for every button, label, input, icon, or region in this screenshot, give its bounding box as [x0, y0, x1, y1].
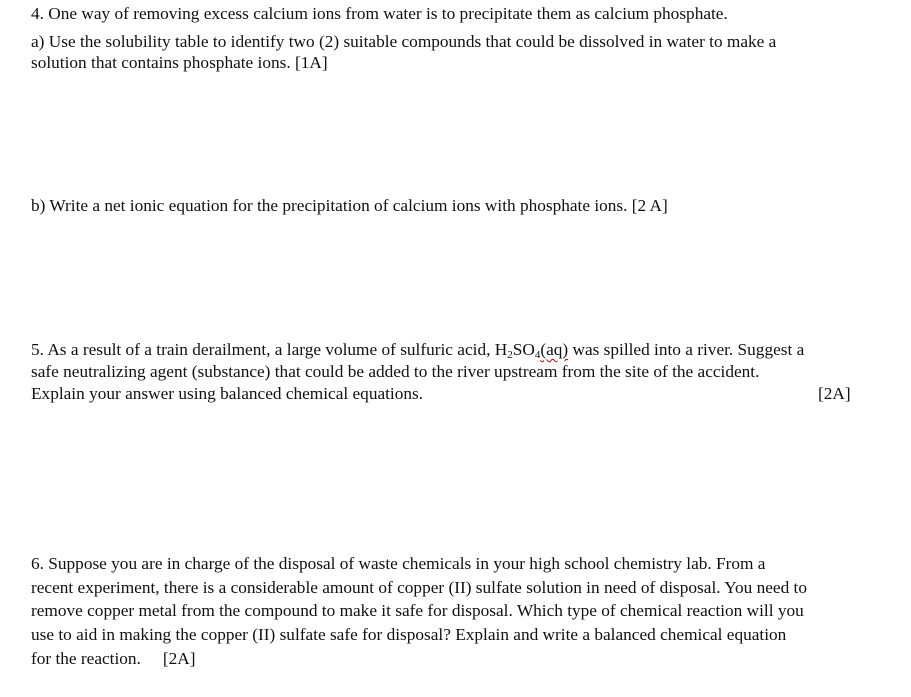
q5-formula-subscript-2: 2: [507, 349, 513, 361]
q5-marks: [2A]: [818, 384, 851, 403]
q5-line-3: Explain your answer using balanced chemical equations.: [31, 384, 424, 403]
q4b-text: b) Write a net ionic equation for the precipitation of calcium ions with phosphate ions. [2 A]: [31, 196, 668, 215]
q4a-line-1: a) Use the solubility table to identify two (2) suitable compounds that could be dissolved in water to make a: [31, 32, 777, 51]
q4-intro: 4. One way of removing excess calcium ions from water is to precipitate them as calcium phosphate.: [31, 4, 728, 23]
q5-formula-so: SO: [512, 340, 535, 359]
q6-marks: [2A]: [162, 649, 196, 668]
q5-line-2: safe neutralizing agent (substance) that could be added to the river upstream from the site of the accident.: [31, 362, 760, 381]
q5-line-1: [31, 339, 804, 361]
q5-text-before-formula: 5. As a result of a train derailment, a large volume of sulfuric acid, H: [31, 340, 508, 359]
q6-line-4: use to aid in making the copper (II) sulfate safe for disposal? Explain and write a balanced chemical equation: [31, 625, 787, 644]
q6-last-line-text: for the reaction.: [31, 649, 141, 668]
q4a-line-2: solution that contains phosphate ions. [1A]: [31, 53, 328, 72]
q6-line-1: 6. Suppose you are in charge of the disposal of waste chemicals in your high school chemistry lab. From a: [31, 554, 766, 573]
q6-line-2: recent experiment, there is a considerable amount of copper (II) sulfate solution in need of disposal. You need to: [31, 578, 807, 597]
q6-line-3: remove copper metal from the compound to make it safe for disposal. Which type of chemical reaction will you: [31, 601, 804, 620]
q5-formula-subscript-4: 4: [534, 349, 541, 361]
q6-line-5: [31, 648, 196, 670]
q5-formula-state: (aq): [540, 340, 569, 359]
q5-text-after-formula: was spilled into a river. Suggest a: [568, 340, 805, 359]
